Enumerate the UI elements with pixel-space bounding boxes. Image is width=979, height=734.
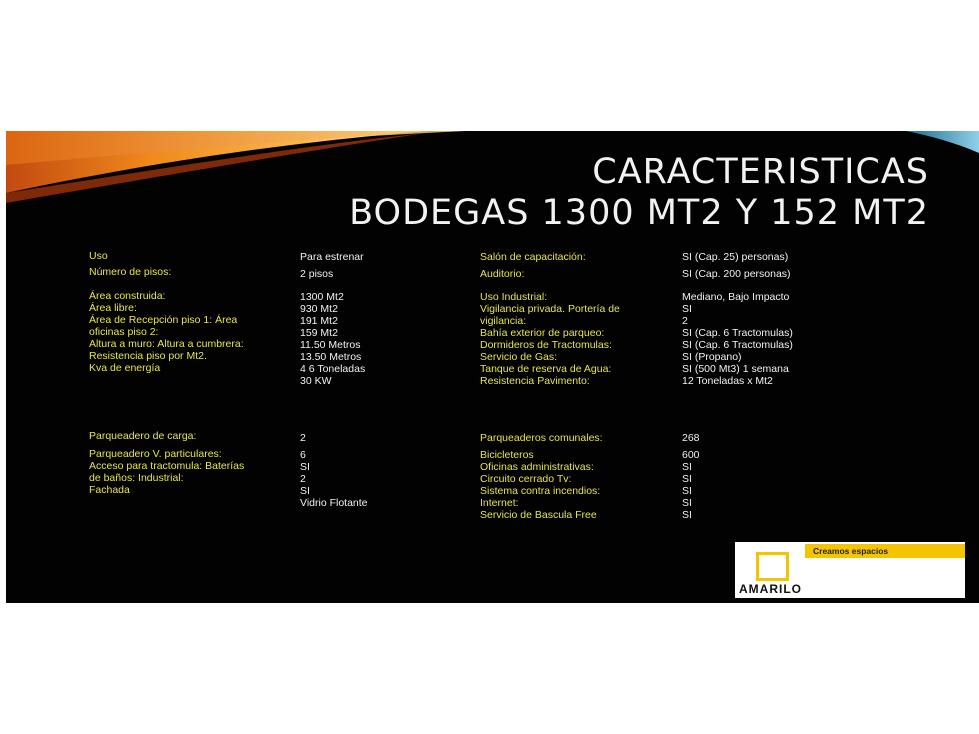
left-group1-values [300, 291, 365, 387]
left-group2-labels [89, 448, 244, 496]
list-item: vigilancia: [480, 315, 527, 327]
list-item: SI [682, 509, 692, 521]
list-item: SI [300, 461, 310, 473]
list-item: SI (Cap. 6 Tractomulas) [682, 327, 793, 339]
list-item: de baños: Industrial: [89, 472, 184, 484]
list-item: 2 [300, 473, 306, 485]
list-item: 600 [682, 449, 700, 461]
list-item: 2 [682, 315, 688, 327]
slide [6, 131, 979, 603]
list-item: 159 Mt2 [300, 327, 338, 339]
list-item: SI [682, 473, 692, 485]
parq-carga-value: 2 [300, 432, 306, 444]
list-item: Oficinas administrativas: [480, 461, 594, 473]
pisos-label: Número de pisos: [89, 266, 172, 278]
list-item: Uso Industrial: [480, 291, 548, 303]
list-item: SI (500 Mt3) 1 semana [682, 363, 789, 375]
parq-comunales-label: Parqueaderos comunales: [480, 432, 603, 444]
logo-slogan: Creamos espacios [813, 546, 889, 556]
list-item: Altura a muro: Altura a cumbrera: [89, 338, 244, 350]
amarilo-logo [735, 542, 965, 598]
auditorio-label: Auditorio: [480, 268, 525, 280]
list-item: Dormideros de Tractomulas: [480, 339, 612, 351]
pisos-value: 2 pisos [300, 268, 334, 280]
list-item: 6 [300, 449, 306, 461]
list-item: 930 Mt2 [300, 303, 338, 315]
list-item: Vidrio Flotante [300, 497, 368, 509]
list-item: Vigilancia privada. Portería de [480, 303, 620, 315]
list-item: Área de Recepción piso 1: Área [89, 314, 238, 326]
list-item: 4 6 Toneladas [300, 363, 366, 375]
list-item: Mediano, Bajo Impacto [682, 291, 790, 303]
list-item: 11.50 Metros [300, 339, 361, 351]
list-item: SI (Cap. 6 Tractomulas) [682, 339, 793, 351]
right-group1-values [682, 291, 793, 387]
list-item: Internet: [480, 497, 519, 509]
parq-comunales-value: 268 [682, 432, 700, 444]
logo-brand-name: AMARILO [739, 582, 802, 596]
logo-square-icon [756, 552, 789, 581]
list-item: Bicicleteros [480, 449, 534, 461]
uso-value: Para estrenar [300, 251, 364, 263]
list-item: Área libre: [89, 302, 137, 314]
right-group2-values [682, 449, 700, 521]
list-item: SI [682, 497, 692, 509]
uso-label: Uso [89, 250, 108, 262]
right-group2-labels [480, 449, 600, 521]
list-item: Acceso para tractomula: Baterías [89, 460, 245, 472]
list-item: Bahía exterior de parqueo: [480, 327, 605, 339]
logo-slogan-bar [805, 544, 965, 558]
list-item: 13.50 Metros [300, 351, 362, 363]
list-item: Resistencia Pavimento: [480, 375, 590, 387]
list-item: Servicio de Bascula Free [480, 509, 597, 521]
left-group2-values [300, 449, 368, 509]
list-item: Tanque de reserva de Agua: [480, 363, 612, 375]
list-item: 12 Toneladas x Mt2 [682, 375, 773, 387]
list-item: Fachada [89, 484, 130, 496]
list-item: SI [682, 303, 692, 315]
list-item: 30 KW [300, 375, 332, 387]
list-item: Circuito cerrado Tv: [480, 473, 572, 485]
list-item: Kva de energía [89, 362, 161, 374]
list-item: oficinas piso 2: [89, 326, 159, 338]
list-item: Área construida: [89, 290, 166, 302]
salon-value: SI (Cap. 25) personas) [682, 251, 789, 263]
list-item: Resistencia piso por Mt2. [89, 350, 207, 362]
swoosh-blue [906, 131, 979, 153]
list-item: Sistema contra incendios: [480, 485, 601, 497]
left-group1-labels [89, 290, 244, 374]
right-group1-labels [480, 291, 620, 387]
list-item: SI [682, 461, 692, 473]
list-item: Servicio de Gas: [480, 351, 558, 363]
list-item: Parqueadero V. particulares: [89, 448, 222, 460]
title-line-1: CARACTERISTICAS [592, 152, 929, 192]
list-item: 191 Mt2 [300, 315, 338, 327]
list-item: SI [682, 485, 692, 497]
auditorio-value: SI (Cap. 200 personas) [682, 268, 791, 280]
title-line-2: BODEGAS 1300 MT2 Y 152 MT2 [349, 193, 929, 233]
list-item: SI [300, 485, 310, 497]
list-item: SI (Propano) [682, 351, 742, 363]
parq-carga-label: Parqueadero de carga: [89, 430, 197, 442]
list-item: 1300 Mt2 [300, 291, 344, 303]
salon-label: Salón de capacitación: [480, 251, 586, 263]
